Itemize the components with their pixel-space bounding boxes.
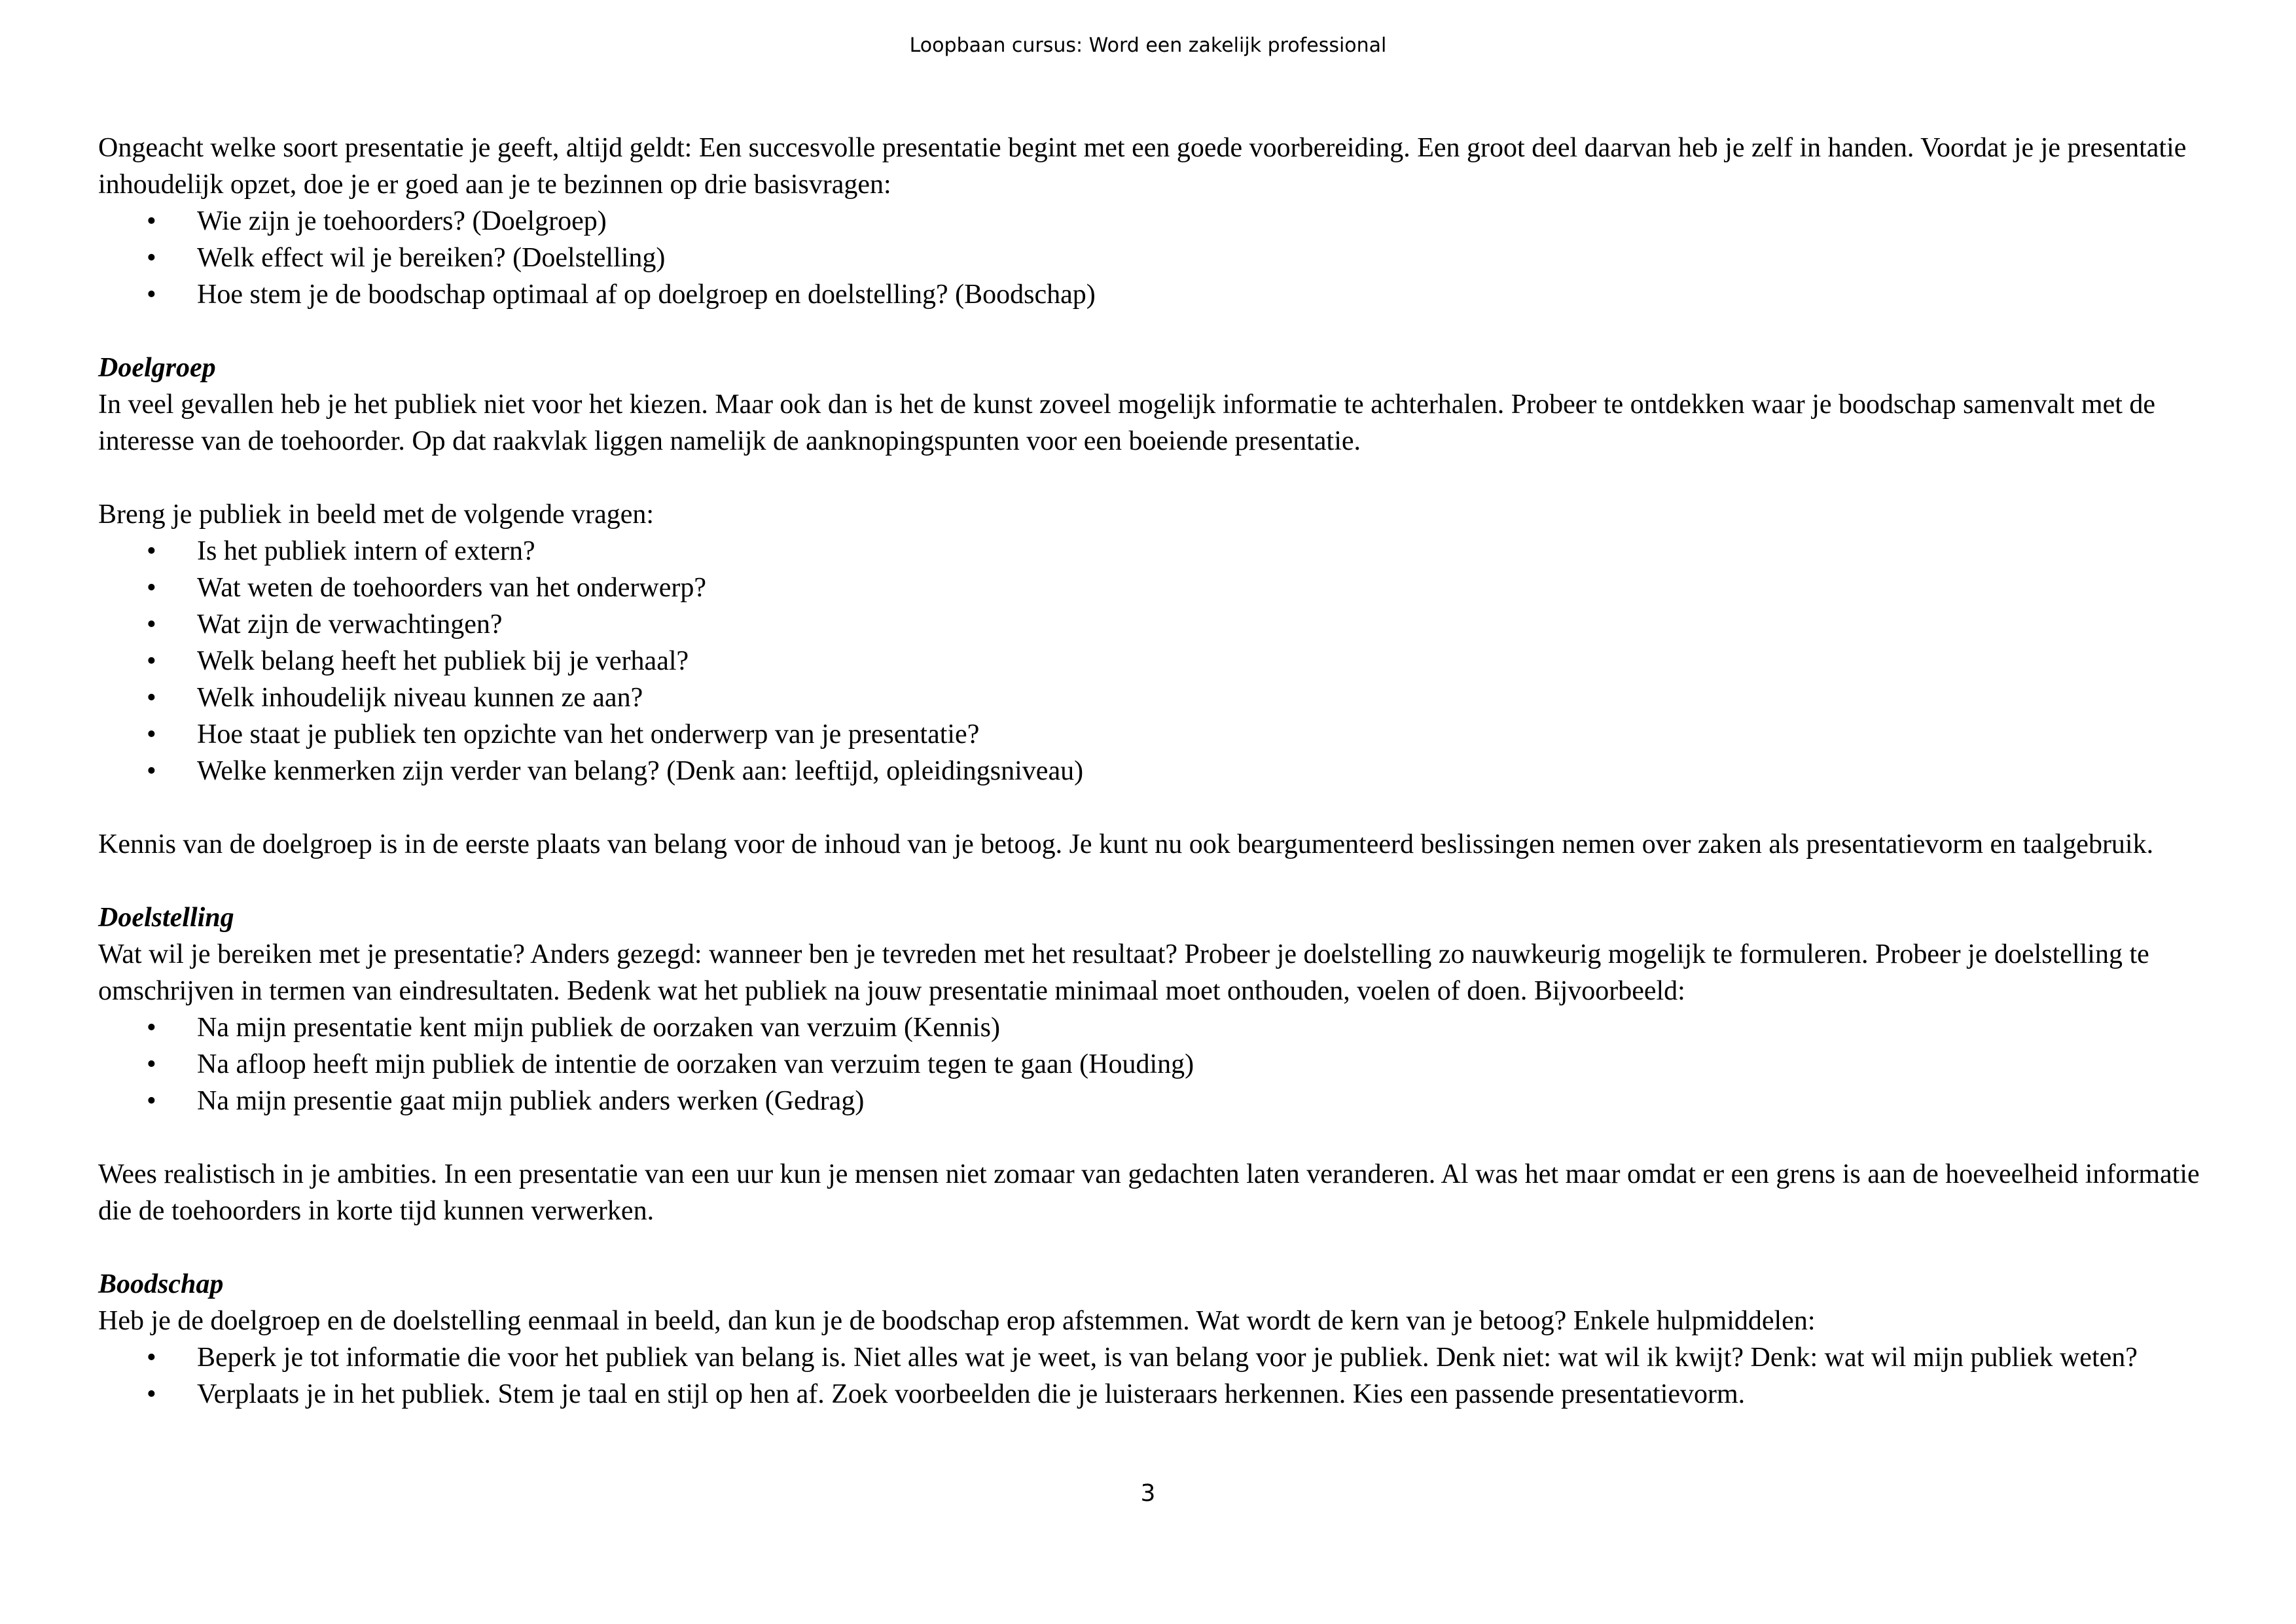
bullet-icon: •	[147, 683, 156, 713]
list-item: • Wat zijn de verwachtingen?	[98, 606, 2225, 643]
list-item: • Verplaats je in het publiek. Stem je taal en stijl op hen af. Zoek voorbeelden die je luisteraars herkennen. Kies een passende presentatievorm.	[98, 1376, 2225, 1413]
bullet-icon: •	[147, 536, 156, 566]
bullet-icon: •	[147, 609, 156, 640]
doelgroep-questions-intro: Breng je publiek in beeld met de volgende vragen:	[98, 499, 655, 530]
doelgroep-paragraph: In veel gevallen heb je het publiek niet voor het kiezen. Maar ook dan is het de kunst zoveel mogelijk informatie te achterhalen. Probeer te ontdekken waar je boodschap samenvalt met de interesse van de toehoorder. Op dat raakvlak liggen namelijk de aanknopingspunten voor een boeiende presentatie.	[98, 389, 2156, 456]
page-content	[98, 130, 2225, 1413]
list-item: • Hoe staat je publiek ten opzichte van het onderwerp van je presentatie?	[98, 716, 2225, 753]
doelstelling-paragraph: Wat wil je bereiken met je presentatie? Anders gezegd: wanneer ben je tevreden met het resultaat? Probeer je doelstelling zo nauwkeurig mogelijk te formuleren. Probeer je doelstelling te omschrijven in termen van eindresultaten. Bedenk wat het publiek na jouw presentatie minimaal moet onthouden, voelen of doen. Bijvoorbeeld:	[98, 939, 2149, 1006]
bullet-icon: •	[147, 1343, 156, 1373]
bullet-icon: •	[147, 280, 156, 310]
page-header: Loopbaan cursus: Word een zakelijk professional	[909, 34, 1387, 57]
doelgroep-conclusion: Kennis van de doelgroep is in de eerste plaats van belang voor de inhoud van je betoog. Je kunt nu ook beargumenteerd beslissingen nemen over zaken als presentatievorm en taalgebruik.	[98, 829, 2154, 859]
section-heading-boodschap: Boodschap	[98, 1269, 224, 1299]
bullet-icon: •	[147, 1379, 156, 1409]
doelstelling-list	[98, 1009, 2225, 1119]
boodschap-paragraph: Heb je de doelgroep en de doelstelling eenmaal in beeld, dan kun je de boodschap erop afstemmen. Wat wordt de kern van je betoog? Enkele hulpmiddelen:	[98, 1306, 1816, 1336]
list-item: • Na afloop heeft mijn publiek de intentie de oorzaken van verzuim tegen te gaan (Houding)	[98, 1046, 2225, 1083]
bullet-icon: •	[147, 756, 156, 786]
list-item: • Welk effect wil je bereiken? (Doelstelling)	[98, 240, 2225, 276]
list-item: • Hoe stem je de boodschap optimaal af op doelgroep en doelstelling? (Boodschap)	[98, 276, 2225, 313]
doelstelling-conclusion: Wees realistisch in je ambities. In een presentatie van een uur kun je mensen niet zomaar van gedachten laten veranderen. Al was het maar omdat er een grens is aan de hoeveelheid informatie die de toehoorders in korte tijd kunnen verwerken.	[98, 1159, 2200, 1226]
bullet-icon: •	[147, 719, 156, 749]
intro-list	[98, 203, 2225, 313]
doelgroep-list	[98, 533, 2225, 789]
section-heading-doelstelling: Doelstelling	[98, 903, 234, 933]
list-item: • Wie zijn je toehoorders? (Doelgroep)	[98, 203, 2225, 240]
list-item: • Beperk je tot informatie die voor het publiek van belang is. Niet alles wat je weet, is van belang voor je publiek. Denk niet: wat wil ik kwijt? Denk: wat wil mijn publiek weten?	[98, 1339, 2225, 1376]
list-item: • Na mijn presentie gaat mijn publiek anders werken (Gedrag)	[98, 1083, 2225, 1119]
bullet-icon: •	[147, 1086, 156, 1116]
page-number: 3	[1140, 1480, 1156, 1507]
list-item: • Welke kenmerken zijn verder van belang? (Denk aan: leeftijd, opleidingsniveau)	[98, 753, 2225, 789]
bullet-icon: •	[147, 1013, 156, 1043]
bullet-icon: •	[147, 243, 156, 273]
bullet-icon: •	[147, 1049, 156, 1079]
bullet-icon: •	[147, 573, 156, 603]
list-item: • Wat weten de toehoorders van het onderwerp?	[98, 569, 2225, 606]
list-item: • Welk belang heeft het publiek bij je verhaal?	[98, 643, 2225, 679]
list-item: • Welk inhoudelijk niveau kunnen ze aan?	[98, 679, 2225, 716]
section-heading-doelgroep: Doelgroep	[98, 353, 216, 383]
list-item: • Is het publiek intern of extern?	[98, 533, 2225, 569]
list-item: • Na mijn presentatie kent mijn publiek de oorzaken van verzuim (Kennis)	[98, 1009, 2225, 1046]
boodschap-list	[98, 1339, 2225, 1413]
intro-paragraph: Ongeacht welke soort presentatie je geeft, altijd geldt: Een succesvolle presentatie begint met een goede voorbereiding. Een groot deel daarvan heb je zelf in handen. Voordat je je presentatie inhoudelijk opzet, doe je er goed aan je te bezinnen op drie basisvragen:	[98, 133, 2187, 200]
bullet-icon: •	[147, 646, 156, 676]
bullet-icon: •	[147, 206, 156, 236]
